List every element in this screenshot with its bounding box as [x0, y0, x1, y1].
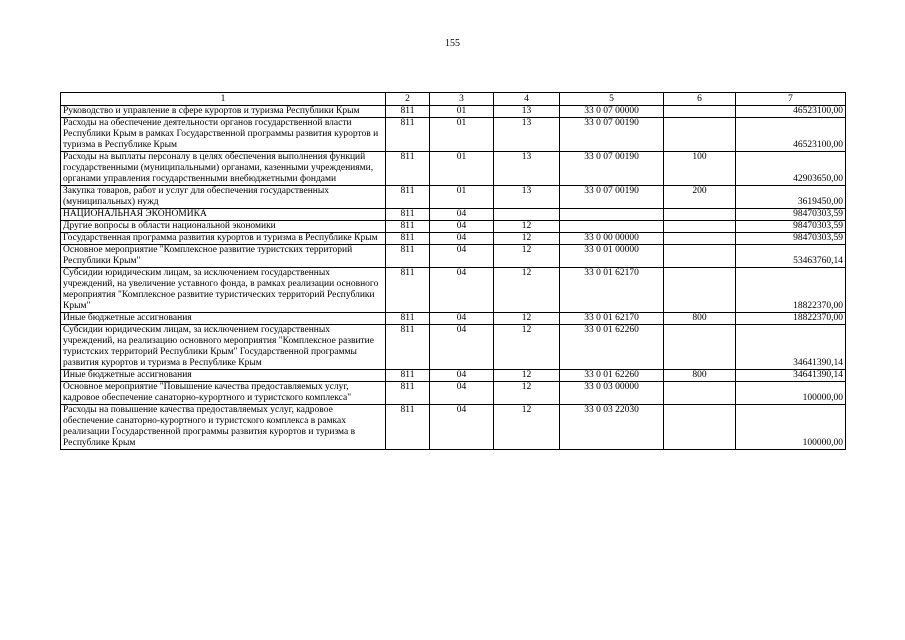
row-ved-cell: 811 — [386, 245, 430, 268]
row-target-article-cell: 33 0 07 00190 — [560, 186, 664, 209]
row-name-cell: Расходы на повышение качества предоставляемых услуг, кадровое обеспечение санаторно-курортного и туристского комплекса в рамках реализации Государственной программы развития курортов и туризма в Республике Крым — [61, 405, 386, 450]
row-subsection-cell — [494, 209, 560, 221]
row-ved-cell: 811 — [386, 382, 430, 405]
row-expense-type-cell — [664, 118, 736, 152]
row-target-article-cell — [560, 221, 664, 233]
row-ved-cell: 811 — [386, 209, 430, 221]
row-ved-cell: 811 — [386, 106, 430, 118]
header-cell: 7 — [736, 93, 846, 106]
row-amount-cell: 34641390,14 — [736, 370, 846, 382]
table-row — [61, 405, 846, 450]
row-section-cell: 04 — [430, 313, 494, 325]
row-subsection-cell: 13 — [494, 118, 560, 152]
row-amount-cell: 46523100,00 — [736, 118, 846, 152]
row-expense-type-cell: 100 — [664, 152, 736, 186]
row-subsection-cell: 12 — [494, 405, 560, 450]
row-amount-cell: 34641390,14 — [736, 325, 846, 370]
row-amount-cell: 98470303,59 — [736, 209, 846, 221]
row-section-cell: 01 — [430, 152, 494, 186]
header-cell: 6 — [664, 93, 736, 106]
row-subsection-cell: 12 — [494, 382, 560, 405]
row-target-article-cell: 33 0 03 22030 — [560, 405, 664, 450]
table-row — [61, 313, 846, 325]
row-target-article-cell: 33 0 01 62170 — [560, 313, 664, 325]
row-name-cell: Другие вопросы в области национальной экономики — [61, 221, 386, 233]
row-section-cell: 04 — [430, 221, 494, 233]
table-row — [61, 382, 846, 405]
row-target-article-cell: 33 0 07 00190 — [560, 118, 664, 152]
row-amount-cell: 98470303,59 — [736, 221, 846, 233]
row-expense-type-cell — [664, 209, 736, 221]
row-name-cell: Иные бюджетные ассигнования — [61, 370, 386, 382]
table-row — [61, 118, 846, 152]
row-expense-type-cell — [664, 233, 736, 245]
row-section-cell: 01 — [430, 118, 494, 152]
table-row — [61, 209, 846, 221]
row-name-cell: Расходы на выплаты персоналу в целях обеспечения выполнения функций государственными (муниципальными) органами, казенными учреждениями, органами управления государственными внебюджетными фондами — [61, 152, 386, 186]
row-name-cell: Основное мероприятие "Комплексное развитие туристских территорий Республики Крым" — [61, 245, 386, 268]
row-expense-type-cell — [664, 106, 736, 118]
row-subsection-cell: 13 — [494, 186, 560, 209]
row-target-article-cell: 33 0 00 00000 — [560, 233, 664, 245]
row-target-article-cell: 33 0 03 00000 — [560, 382, 664, 405]
row-expense-type-cell: 200 — [664, 186, 736, 209]
row-ved-cell: 811 — [386, 152, 430, 186]
budget-table — [60, 92, 846, 450]
row-section-cell: 04 — [430, 268, 494, 313]
row-subsection-cell: 12 — [494, 370, 560, 382]
row-name-cell: Основное мероприятие "Повышение качества предоставляемых услуг, кадровое обеспечение санаторно-курортного и туристского комплекса" — [61, 382, 386, 405]
table-row — [61, 106, 846, 118]
table-row — [61, 152, 846, 186]
row-section-cell: 04 — [430, 370, 494, 382]
row-name-cell: Расходы на обеспечение деятельности органов государственной власти Республики Крым в рамках Государственной программы развития курортов и туризма в Республике Крым — [61, 118, 386, 152]
row-ved-cell: 811 — [386, 325, 430, 370]
row-expense-type-cell — [664, 405, 736, 450]
row-amount-cell: 53463760,14 — [736, 245, 846, 268]
table-row — [61, 370, 846, 382]
row-name-cell: Субсидии юридическим лицам, за исключением государственных учреждений, на реализацию основного мероприятия "Комплексное развитие туристских территорий Республики Крым" Государственной программы развития курортов и туризма в Республике Крым — [61, 325, 386, 370]
row-expense-type-cell — [664, 245, 736, 268]
row-expense-type-cell: 800 — [664, 313, 736, 325]
row-name-cell: Субсидии юридическим лицам, за исключением государственных учреждений, на увеличение уставного фонда, в рамках реализации основного мероприятия "Комплексное развитие туристических территорий Республики Крым" — [61, 268, 386, 313]
row-ved-cell: 811 — [386, 313, 430, 325]
row-target-article-cell: 33 0 01 62260 — [560, 325, 664, 370]
row-ved-cell: 811 — [386, 118, 430, 152]
row-expense-type-cell — [664, 268, 736, 313]
row-section-cell: 04 — [430, 233, 494, 245]
row-name-cell: Иные бюджетные ассигнования — [61, 313, 386, 325]
row-subsection-cell: 12 — [494, 221, 560, 233]
table-row — [61, 268, 846, 313]
row-subsection-cell: 12 — [494, 325, 560, 370]
row-target-article-cell: 33 0 01 62260 — [560, 370, 664, 382]
row-amount-cell: 100000,00 — [736, 382, 846, 405]
row-target-article-cell — [560, 209, 664, 221]
row-name-cell: Руководство и управление в сфере курортов и туризма Республики Крым — [61, 106, 386, 118]
row-target-article-cell: 33 0 07 00000 — [560, 106, 664, 118]
row-name-cell: Государственная программа развития курортов и туризма в Республике Крым — [61, 233, 386, 245]
row-amount-cell: 18822370,00 — [736, 313, 846, 325]
table-body — [61, 93, 846, 450]
row-name-cell: Закупка товаров, работ и услуг для обеспечения государственных (муниципальных) нужд — [61, 186, 386, 209]
row-amount-cell: 18822370,00 — [736, 268, 846, 313]
row-subsection-cell: 13 — [494, 106, 560, 118]
row-ved-cell: 811 — [386, 186, 430, 209]
row-subsection-cell: 13 — [494, 152, 560, 186]
row-ved-cell: 811 — [386, 370, 430, 382]
row-expense-type-cell — [664, 221, 736, 233]
table-header-row — [61, 93, 846, 106]
header-cell: 5 — [560, 93, 664, 106]
row-amount-cell: 98470303,59 — [736, 233, 846, 245]
header-cell: 4 — [494, 93, 560, 106]
row-target-article-cell: 33 0 07 00190 — [560, 152, 664, 186]
table-row — [61, 325, 846, 370]
row-section-cell: 01 — [430, 106, 494, 118]
row-subsection-cell: 12 — [494, 245, 560, 268]
row-target-article-cell: 33 0 01 00000 — [560, 245, 664, 268]
row-amount-cell: 3619450,00 — [736, 186, 846, 209]
header-cell: 3 — [430, 93, 494, 106]
row-ved-cell: 811 — [386, 268, 430, 313]
row-ved-cell: 811 — [386, 405, 430, 450]
row-amount-cell: 100000,00 — [736, 405, 846, 450]
page-number: 155 — [445, 38, 460, 49]
row-name-cell: НАЦИОНАЛЬНАЯ ЭКОНОМИКА — [61, 209, 386, 221]
row-expense-type-cell — [664, 382, 736, 405]
row-target-article-cell: 33 0 01 62170 — [560, 268, 664, 313]
row-expense-type-cell: 800 — [664, 370, 736, 382]
row-section-cell: 04 — [430, 325, 494, 370]
table-row — [61, 245, 846, 268]
row-section-cell: 04 — [430, 382, 494, 405]
row-amount-cell: 46523100,00 — [736, 106, 846, 118]
row-expense-type-cell — [664, 325, 736, 370]
header-cell: 2 — [386, 93, 430, 106]
row-section-cell: 04 — [430, 209, 494, 221]
row-ved-cell: 811 — [386, 221, 430, 233]
row-section-cell: 01 — [430, 186, 494, 209]
row-ved-cell: 811 — [386, 233, 430, 245]
row-subsection-cell: 12 — [494, 233, 560, 245]
table-row — [61, 186, 846, 209]
table-row — [61, 221, 846, 233]
row-section-cell: 04 — [430, 405, 494, 450]
row-section-cell: 04 — [430, 245, 494, 268]
row-amount-cell: 42903650,00 — [736, 152, 846, 186]
table-row — [61, 233, 846, 245]
header-cell: 1 — [61, 93, 386, 106]
row-subsection-cell: 12 — [494, 268, 560, 313]
row-subsection-cell: 12 — [494, 313, 560, 325]
